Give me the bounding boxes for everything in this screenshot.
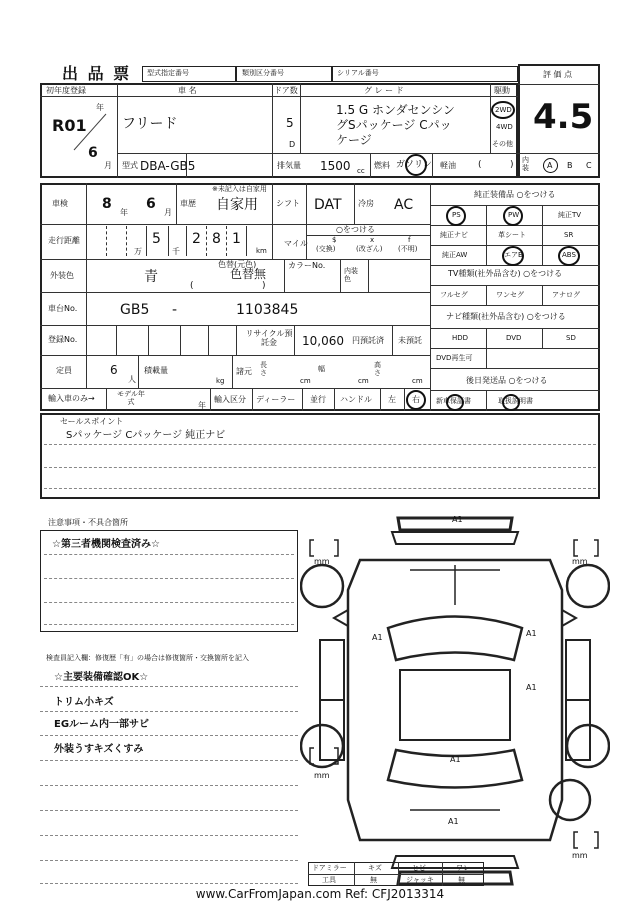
tv-analog: アナログ — [552, 291, 580, 299]
inspection-year: 8 — [102, 196, 112, 212]
load-label: 積載量 — [144, 366, 168, 375]
page-title: 出 品 票 — [62, 64, 132, 83]
fuel-selected-circle — [405, 154, 427, 176]
exterior-color-value: 青 — [144, 269, 158, 285]
history-label: 車歴 — [180, 199, 196, 208]
model-year-unit: 年 — [198, 401, 206, 410]
month-char: 月 — [104, 161, 112, 170]
load-unit: kg — [216, 377, 225, 385]
first-registration-label: 初年度登録 — [46, 86, 86, 95]
navi-dvd: DVD — [506, 334, 522, 342]
recycle-paid: 円預託済 — [352, 336, 384, 345]
later-manual: 取扱説明書 — [498, 397, 533, 405]
meter-instruction: ○をつける — [336, 225, 375, 234]
notes-label: 注意事項・不具合箇所 — [48, 518, 128, 527]
inspection-month: 6 — [146, 196, 156, 212]
equip-aw: 純正AW — [442, 251, 468, 259]
displacement-value: 1500 — [320, 159, 351, 173]
capacity-label: 定員 — [56, 366, 72, 375]
mileage-digit-2: 8 — [212, 231, 221, 247]
serial-label: シリアル番号 — [337, 69, 379, 77]
mm-label-front-left: mm — [314, 557, 330, 566]
grade-line-1: 1.5 G ホンダセンシン — [336, 103, 455, 117]
length-unit: cm — [300, 377, 311, 385]
equip-tv: 純正TV — [558, 211, 582, 219]
registration-label: 登録No. — [48, 335, 78, 344]
inspector-label: 検査員記入欄：修復歴「有」の場合は修復箇所・交換箇所を記入 — [46, 654, 249, 662]
equipment-title: 純正装備品 ○をつける — [474, 190, 556, 199]
color-change-paren-open: ( — [190, 281, 194, 291]
sales-point-box — [40, 413, 600, 499]
handle-label: ハンドル — [340, 395, 372, 404]
color-change-paren-close: ) — [262, 281, 266, 291]
chassis-dash: - — [172, 302, 178, 318]
damage-mark-front: A1 — [452, 515, 463, 524]
import-label: 輸入車のみ→ — [48, 394, 95, 403]
interior-grade-a: A — [547, 161, 553, 170]
meter-unknown-sym: f — [408, 236, 411, 244]
first-registration-era: R01 — [52, 116, 87, 135]
height-unit: cm — [412, 377, 423, 385]
score-value: 4.5 — [533, 97, 594, 137]
model-label: 型式 — [122, 161, 138, 170]
recycle-unpaid: 未預託 — [398, 336, 422, 345]
car-damage-diagram — [300, 510, 610, 890]
navi-sd: SD — [566, 334, 576, 342]
later-manual-circle — [502, 394, 520, 411]
mileage-man-unit: 万 — [134, 247, 142, 256]
mileage-digit-3: 1 — [232, 231, 241, 247]
mileage-digit-1: 2 — [192, 231, 201, 247]
mm-label-rear-left: mm — [314, 771, 330, 780]
equip-airbag: エアB — [504, 251, 523, 259]
tv-fullseg: フルセグ — [440, 291, 468, 299]
sales-point-text: Sパッケージ Cパッケージ 純正ナビ — [66, 430, 226, 441]
width-unit: cm — [358, 377, 369, 385]
tv-oneseg: ワンセグ — [496, 291, 524, 299]
height-label: 高さ — [374, 361, 381, 377]
legend-header-mirror: ドアミラー — [312, 864, 347, 872]
drive-selected-circle — [491, 101, 515, 119]
tv-title: TV種類(社外品含む) ○をつける — [448, 269, 563, 278]
mile-label: マイル — [284, 239, 308, 248]
chassis-label: 車台No. — [48, 304, 78, 313]
fuel-label: 燃料 — [374, 161, 390, 170]
navi-hdd: HDD — [452, 334, 469, 342]
year-char: 年 — [96, 103, 104, 112]
meter-tamper-label: (改ざん) — [356, 245, 383, 253]
grade-line-2: グSパッケージ Cパッ — [336, 118, 452, 132]
color-change-value: 色替無 — [230, 267, 267, 281]
grade-label: グ レ ー ド — [364, 86, 404, 95]
import-dealer: ディーラー — [256, 395, 296, 404]
aircon-label: 冷房 — [358, 199, 374, 208]
inspection-label: 車検 — [52, 199, 68, 208]
meter-exchange-label: (交換) — [316, 245, 336, 253]
meter-exchange-sym: $ — [332, 236, 337, 244]
fuel-paren-close: ) — [510, 160, 514, 170]
equip-pw: PW — [508, 211, 520, 219]
damage-mark-right-front-door: A1 — [526, 629, 537, 638]
drive-2wd: 2WD — [495, 106, 512, 114]
doors-label: ドア数 — [274, 86, 298, 95]
inspection-year-unit: 年 — [120, 208, 128, 217]
interior-grade-b: B — [567, 161, 573, 170]
capacity-value: 6 — [110, 363, 118, 377]
mileage-sen-unit: 千 — [172, 247, 180, 256]
fuel-gasoline: ガソリン — [396, 160, 433, 170]
drive-label: 駆動 — [494, 86, 510, 95]
model-year-label: モデル年式 — [117, 390, 145, 406]
inspector-line-1: ☆主要装備確認OK☆ — [54, 672, 149, 683]
door-count: 5 — [286, 116, 294, 130]
cc-unit: cc — [357, 167, 365, 175]
legend-header-crack: ヒビ — [412, 864, 426, 872]
dimensions-label: 諸元 — [236, 367, 252, 376]
inspector-line-3: EGルーム内一部サビ — [54, 719, 150, 730]
displacement-label: 排気量 — [277, 161, 301, 170]
legend-header-break: ワレ — [456, 864, 470, 872]
import-parallel: 並行 — [310, 395, 326, 404]
legend-header-scratch: キズ — [368, 864, 382, 872]
chassis-number: 1103845 — [236, 302, 299, 318]
legend-jack-label: ジャッキ — [406, 876, 434, 884]
notes-line-1: ☆第三者機関検査済み☆ — [52, 539, 160, 550]
meter-unknown-label: (不明) — [398, 245, 418, 253]
interior-grade-c: C — [586, 161, 592, 170]
drive-other: その他 — [492, 140, 513, 148]
import-type-label: 輸入区分 — [214, 395, 246, 404]
damage-mark-rear: A1 — [450, 755, 461, 764]
aircon-value: AC — [394, 197, 414, 213]
door-unit: D — [289, 140, 296, 149]
mm-label-front-right: mm — [572, 557, 588, 566]
shift-label: シフト — [276, 199, 300, 208]
history-value: 自家用 — [216, 197, 258, 213]
equip-pw-circle — [503, 206, 523, 226]
handle-left: 左 — [388, 395, 396, 404]
inspector-line-2: トリム小キズ — [54, 697, 114, 708]
exterior-color-label: 外装色 — [50, 271, 74, 280]
mileage-km-unit: km — [256, 247, 267, 255]
model-code: DBA-GB5 — [140, 159, 196, 173]
color-change-label: 色替(元色) — [218, 260, 257, 269]
category-number-label: 類別区分番号 — [242, 69, 284, 77]
handle-selected-circle — [406, 390, 426, 410]
type-number-label: 型式指定番号 — [147, 69, 189, 77]
history-note: ※未記入は自家用 — [212, 185, 267, 193]
later-title: 後日発送品 ○をつける — [466, 376, 548, 385]
equip-abs: ABS — [562, 251, 576, 259]
shift-value: DAT — [314, 197, 342, 213]
mileage-label: 走行距離 — [48, 236, 80, 245]
equip-navi: 純正ナビ — [440, 231, 468, 239]
mm-label-rear-right: mm — [572, 851, 588, 860]
inspector-line-4: 外装うすキズくすみ — [54, 744, 144, 755]
grade-line-3: ケージ — [336, 133, 372, 147]
later-warranty: 新車保証書 — [436, 397, 471, 405]
sales-point-label: セールスポイント — [60, 417, 124, 426]
damage-mark-right-rear-door: A1 — [526, 683, 537, 692]
equip-sr: SR — [564, 231, 574, 239]
meter-tamper-sym: x — [370, 236, 375, 244]
equip-ps: PS — [452, 211, 461, 219]
damage-mark-left-front-door: A1 — [372, 633, 383, 642]
recycle-amount: 10,060 — [302, 334, 344, 348]
dvd-playback-label: DVD再生可 — [436, 354, 473, 362]
chassis-prefix: GB5 — [120, 302, 150, 318]
color-no-label: カラーNo. — [288, 261, 326, 270]
car-name-label: 車 名 — [178, 86, 197, 95]
handle-right: 右 — [412, 395, 420, 404]
width-label: 幅 — [318, 365, 325, 373]
length-label: 長さ — [260, 361, 267, 377]
score-label: 評 価 点 — [543, 70, 573, 79]
equip-airbag-circle — [502, 246, 524, 266]
damage-mark-rear-bumper: A1 — [448, 817, 459, 826]
legend-tools-label: 工具 — [322, 876, 336, 884]
recycle-label: リサイクル預託金 — [245, 329, 293, 347]
interior-color-label: 内装色 — [344, 267, 358, 284]
navi-title: ナビ種類(社外品含む) ○をつける — [446, 312, 566, 321]
equip-leather: 革シート — [498, 231, 526, 239]
legend-tools-value: 無 — [370, 876, 377, 884]
watermark: www.CarFromJapan.com Ref: CFJ2013314 — [195, 887, 445, 901]
first-registration-month: 6 — [88, 145, 98, 161]
capacity-unit: 人 — [128, 375, 136, 384]
fuel-paren-open: ( — [478, 160, 482, 170]
legend-jack-value: 無 — [458, 876, 465, 884]
drive-4wd: 4WD — [496, 123, 513, 131]
equip-ps-circle — [446, 206, 466, 226]
mileage-digit-man: 5 — [152, 231, 161, 247]
interior-label: 内装 — [522, 156, 529, 172]
inspection-month-unit: 月 — [164, 208, 172, 217]
later-warranty-circle — [446, 394, 464, 411]
equip-abs-circle — [558, 246, 580, 266]
fuel-light-oil: 軽油 — [440, 161, 456, 170]
car-name: フリード — [122, 116, 178, 132]
